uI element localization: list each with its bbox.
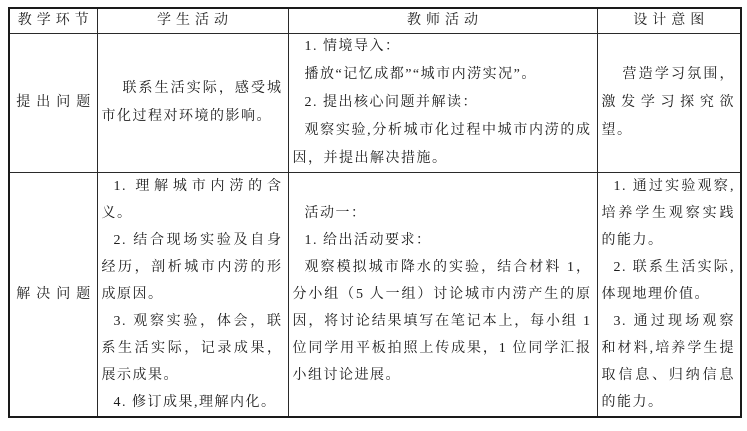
table-row-solve-problem bbox=[9, 173, 741, 418]
col-header-label: 学生活动 bbox=[157, 13, 233, 28]
paragraph: 3. 通过现场观察和材料,培养学生提取信息、归纳信息的能力。 bbox=[601, 314, 735, 410]
col-header-student-activity bbox=[97, 8, 288, 34]
paragraph: 4. 修订成果,理解内化。 bbox=[113, 395, 277, 410]
paragraph: 营造学习氛围，激发学习探究欲望。 bbox=[601, 67, 735, 138]
cell-stage-solve-problem bbox=[9, 173, 97, 418]
paragraph: 1. 通过实验观察,培养学生观察实践的能力。 bbox=[601, 179, 735, 248]
col-header-label: 设计意图 bbox=[633, 13, 710, 28]
col-header-label: 教师活动 bbox=[407, 13, 483, 28]
paragraph: 活动一： bbox=[304, 206, 367, 221]
paragraph: 1. 情境导入： bbox=[304, 39, 401, 54]
cell-teacher-activity-row1 bbox=[288, 34, 597, 173]
paragraph: 观察实验,分析城市化过程中城市内涝的成因，并提出解决措施。 bbox=[292, 123, 592, 166]
paragraph: 2. 提出核心问题并解读： bbox=[304, 95, 478, 110]
paragraph: 1. 理解城市内涝的含义。 bbox=[101, 179, 283, 221]
col-header-teacher-activity bbox=[288, 8, 597, 34]
col-header-label: 教学环节 bbox=[17, 13, 94, 28]
stage-label: 解决问题 bbox=[16, 287, 97, 302]
cell-student-activity-row1 bbox=[97, 34, 288, 173]
cell-design-intent-row2 bbox=[597, 173, 741, 418]
col-header-design-intent bbox=[597, 8, 741, 34]
cell-teacher-activity-row2 bbox=[288, 173, 597, 418]
paragraph: 1. 给出活动要求： bbox=[304, 233, 432, 248]
paragraph: 2. 联系生活实际,体现地理价值。 bbox=[601, 260, 735, 302]
paragraph: 2. 结合现场实验及自身经历，剖析城市内涝的形成原因。 bbox=[101, 233, 283, 302]
paragraph: 3. 观察实验，体会，联系生活实际，记录成果，展示成果。 bbox=[101, 314, 283, 383]
paragraph: 播放“记忆成都”“城市内涝实况”。 bbox=[304, 67, 537, 82]
col-header-teaching-stage bbox=[9, 8, 97, 34]
cell-design-intent-row1 bbox=[597, 34, 741, 173]
cell-stage-propose-problem bbox=[9, 34, 97, 173]
paragraph: 观察模拟城市降水的实验，结合材料 1，分小组（5 人一组）讨论城市内涝产生的原因，将讨论结果填写在笔记本上，每小组 1 位同学用平板拍照上传成果，1 位同学汇报小组讨论进展。 bbox=[292, 260, 592, 383]
lesson-plan-table bbox=[8, 7, 742, 418]
paragraph: 联系生活实际，感受城市化过程对环境的影响。 bbox=[101, 81, 283, 124]
header-row bbox=[9, 8, 741, 34]
cell-student-activity-row2 bbox=[97, 173, 288, 418]
table-row-propose-problem bbox=[9, 34, 741, 173]
stage-label: 提出问题 bbox=[16, 95, 97, 110]
